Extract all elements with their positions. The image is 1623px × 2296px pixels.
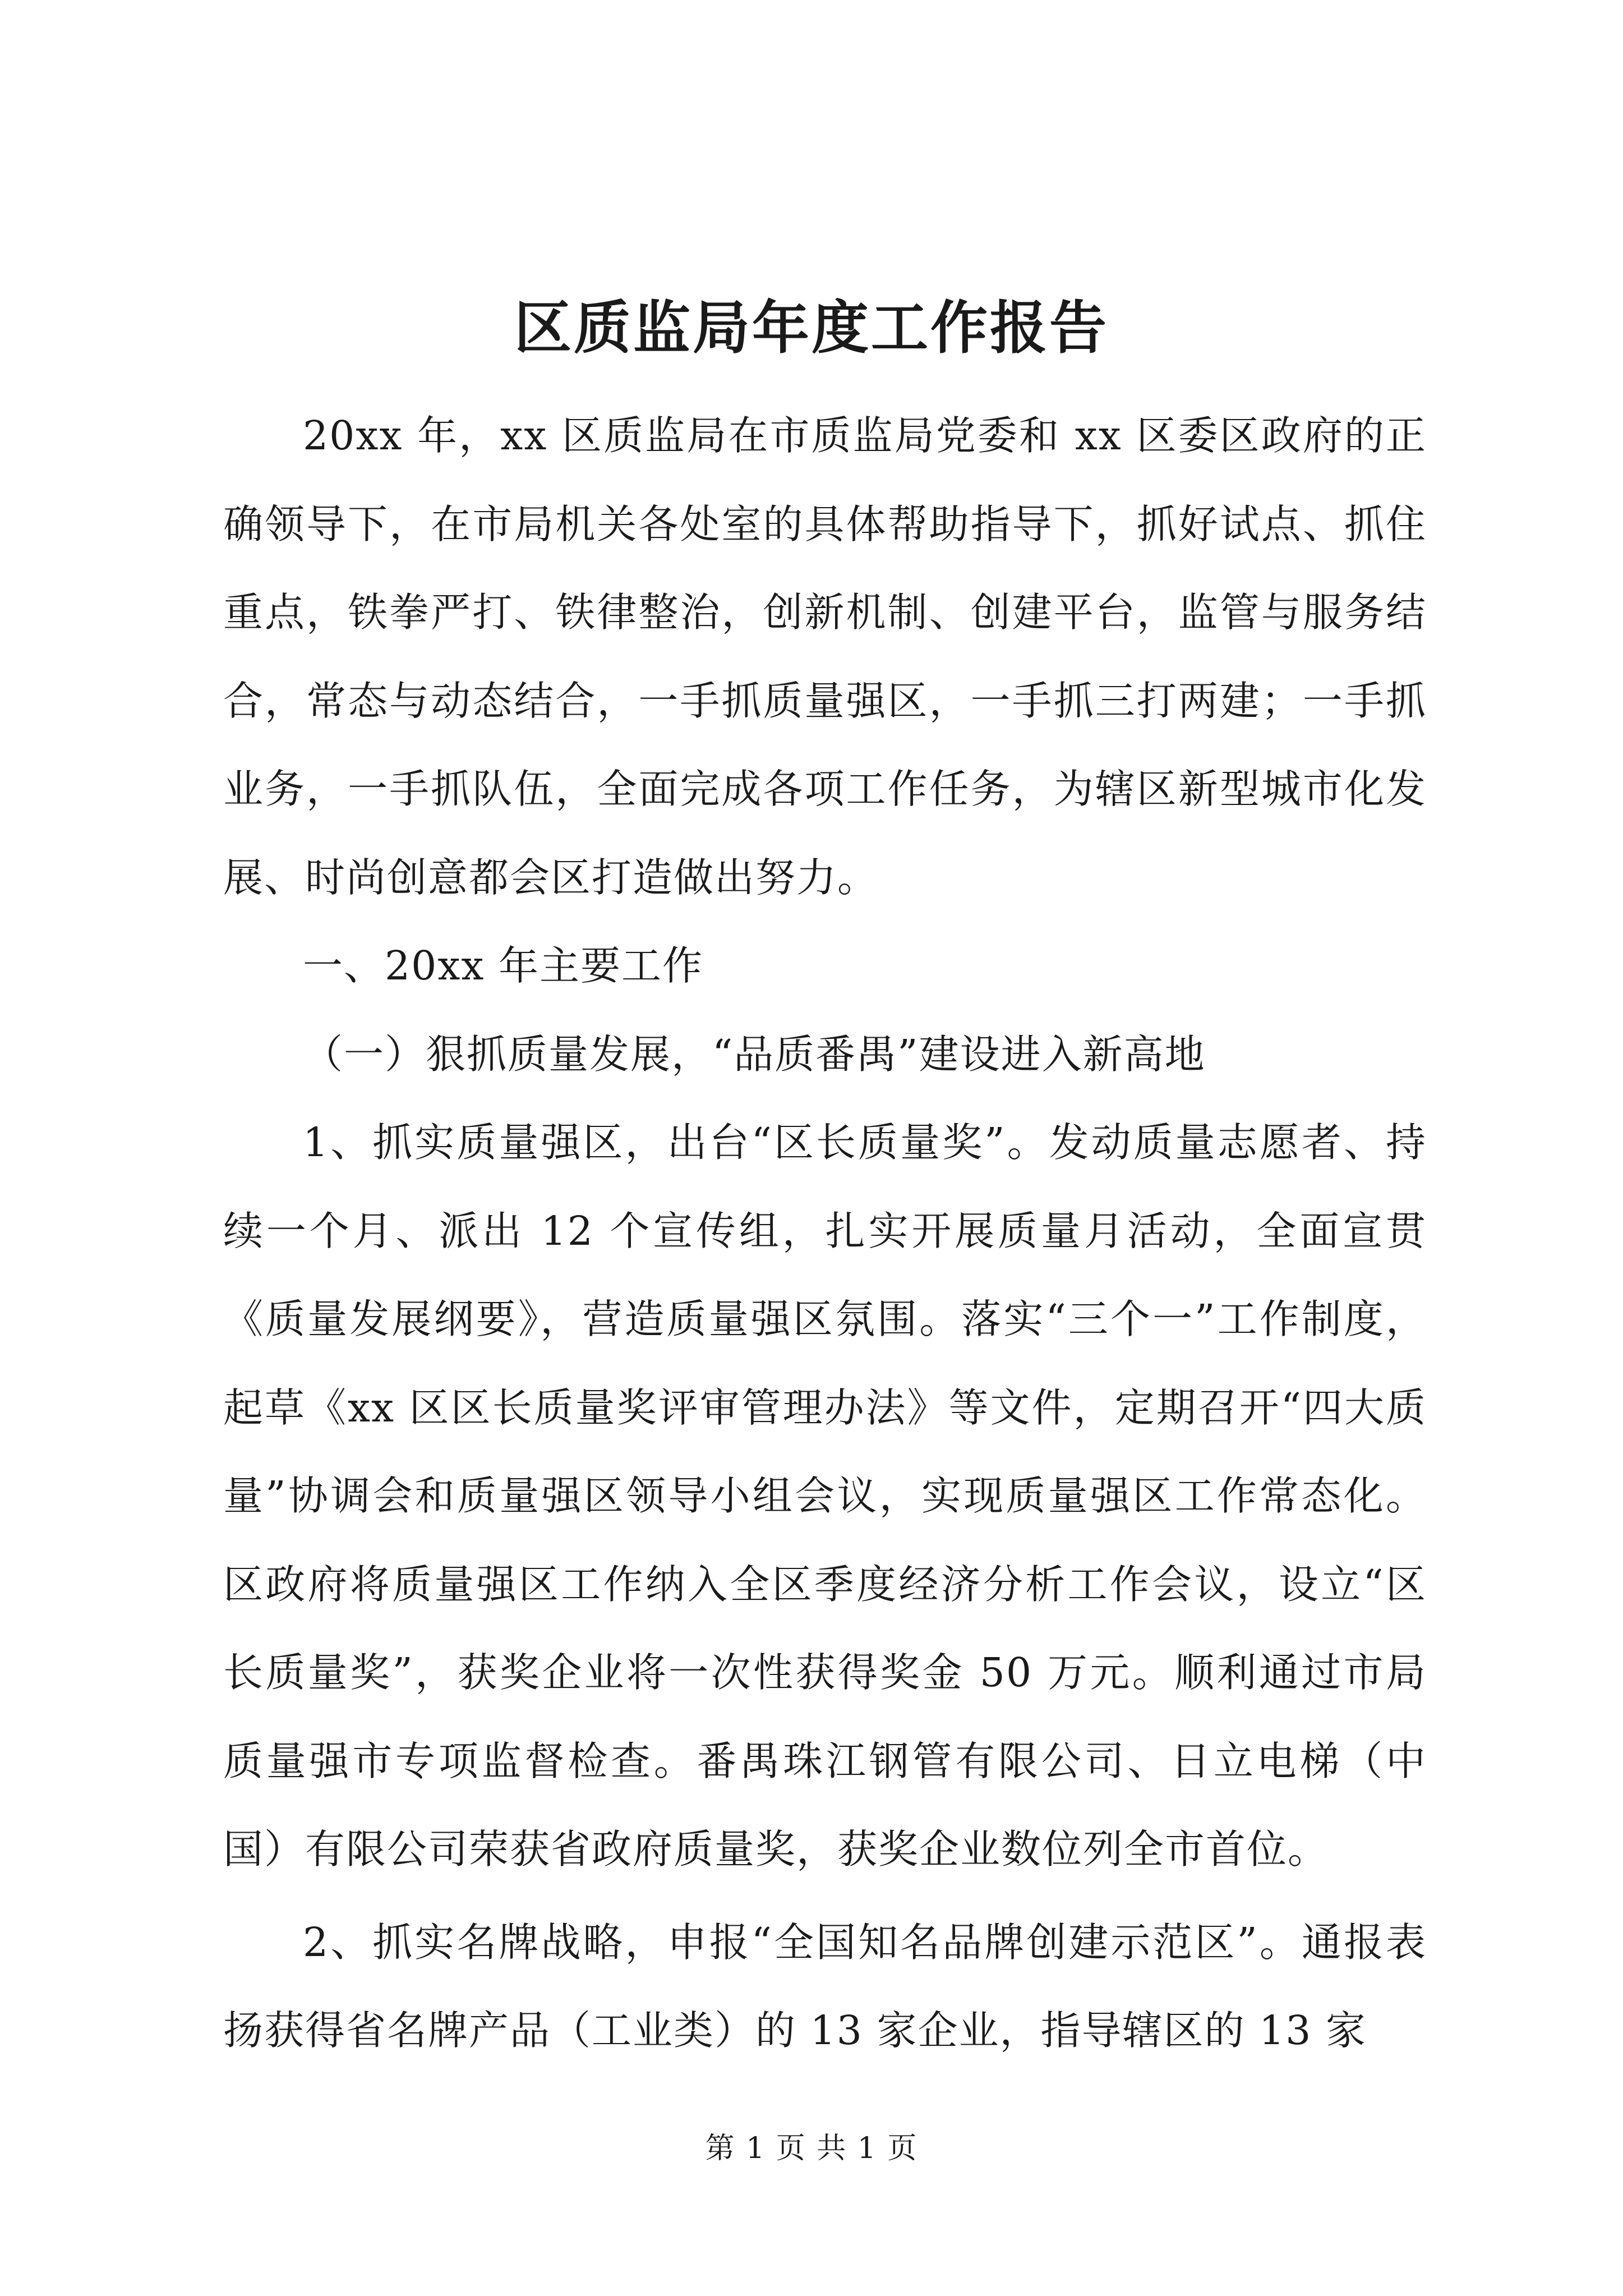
document-title: 区质监局年度工作报告	[514, 295, 1109, 362]
document-body	[223, 392, 1427, 2075]
page-footer: 第 1 页 共 1 页	[705, 2132, 918, 2165]
item-1-paragraph: 1、抓实质量强区，出台“区长质量奖”。发动质量志愿者、持续一个月、派出 12 个宣传组，扎实开展质量月活动，全面宣贯《质量发展纲要》，营造质量强区氛围。落实“三个一”工作制度，起草《xx 区区长质量奖评审管理办法》等文件，定期召开“四大质量”协调会和质量强区领导小组会议，实现质量强区工作常态化。区政府将质量强区工作纳入全区季度经济分析工作会议，设立“区长质量奖”，获奖企业将一次性获得奖金 50 万元。顺利通过市局质量强市专项监督检查。番禺珠江钢管有限公司、日立电梯（中国）有限公司荣获省政府质量奖，获奖企业数位列全市首位。	[223, 1119, 1427, 1872]
section-heading: 一、20xx 年主要工作	[303, 942, 703, 989]
item-2-paragraph: 2、抓实名牌战略，申报“全国知名品牌创建示范区”。通报表扬获得省名牌产品（工业类）的 13 家企业，指导辖区的 13 家	[223, 1918, 1427, 2054]
subsection-heading: （一）狠抓质量发展，“品质番禺”建设进入新高地	[303, 1030, 1206, 1078]
intro-paragraph: 20xx 年，xx 区质监局在市质监局党委和 xx 区委区政府的正确领导下，在市局机关各处室的具体帮助指导下，抓好试点、抓住重点，铁拳严打、铁律整治，创新机制、创建平台，监管与服务结合，常态与动态结合，一手抓质量强区，一手抓三打两建；一手抓业务，一手抓队伍，全面完成各项工作任务，为辖区新型城市化发展、时尚创意都会区打造做出努力。	[223, 412, 1427, 901]
